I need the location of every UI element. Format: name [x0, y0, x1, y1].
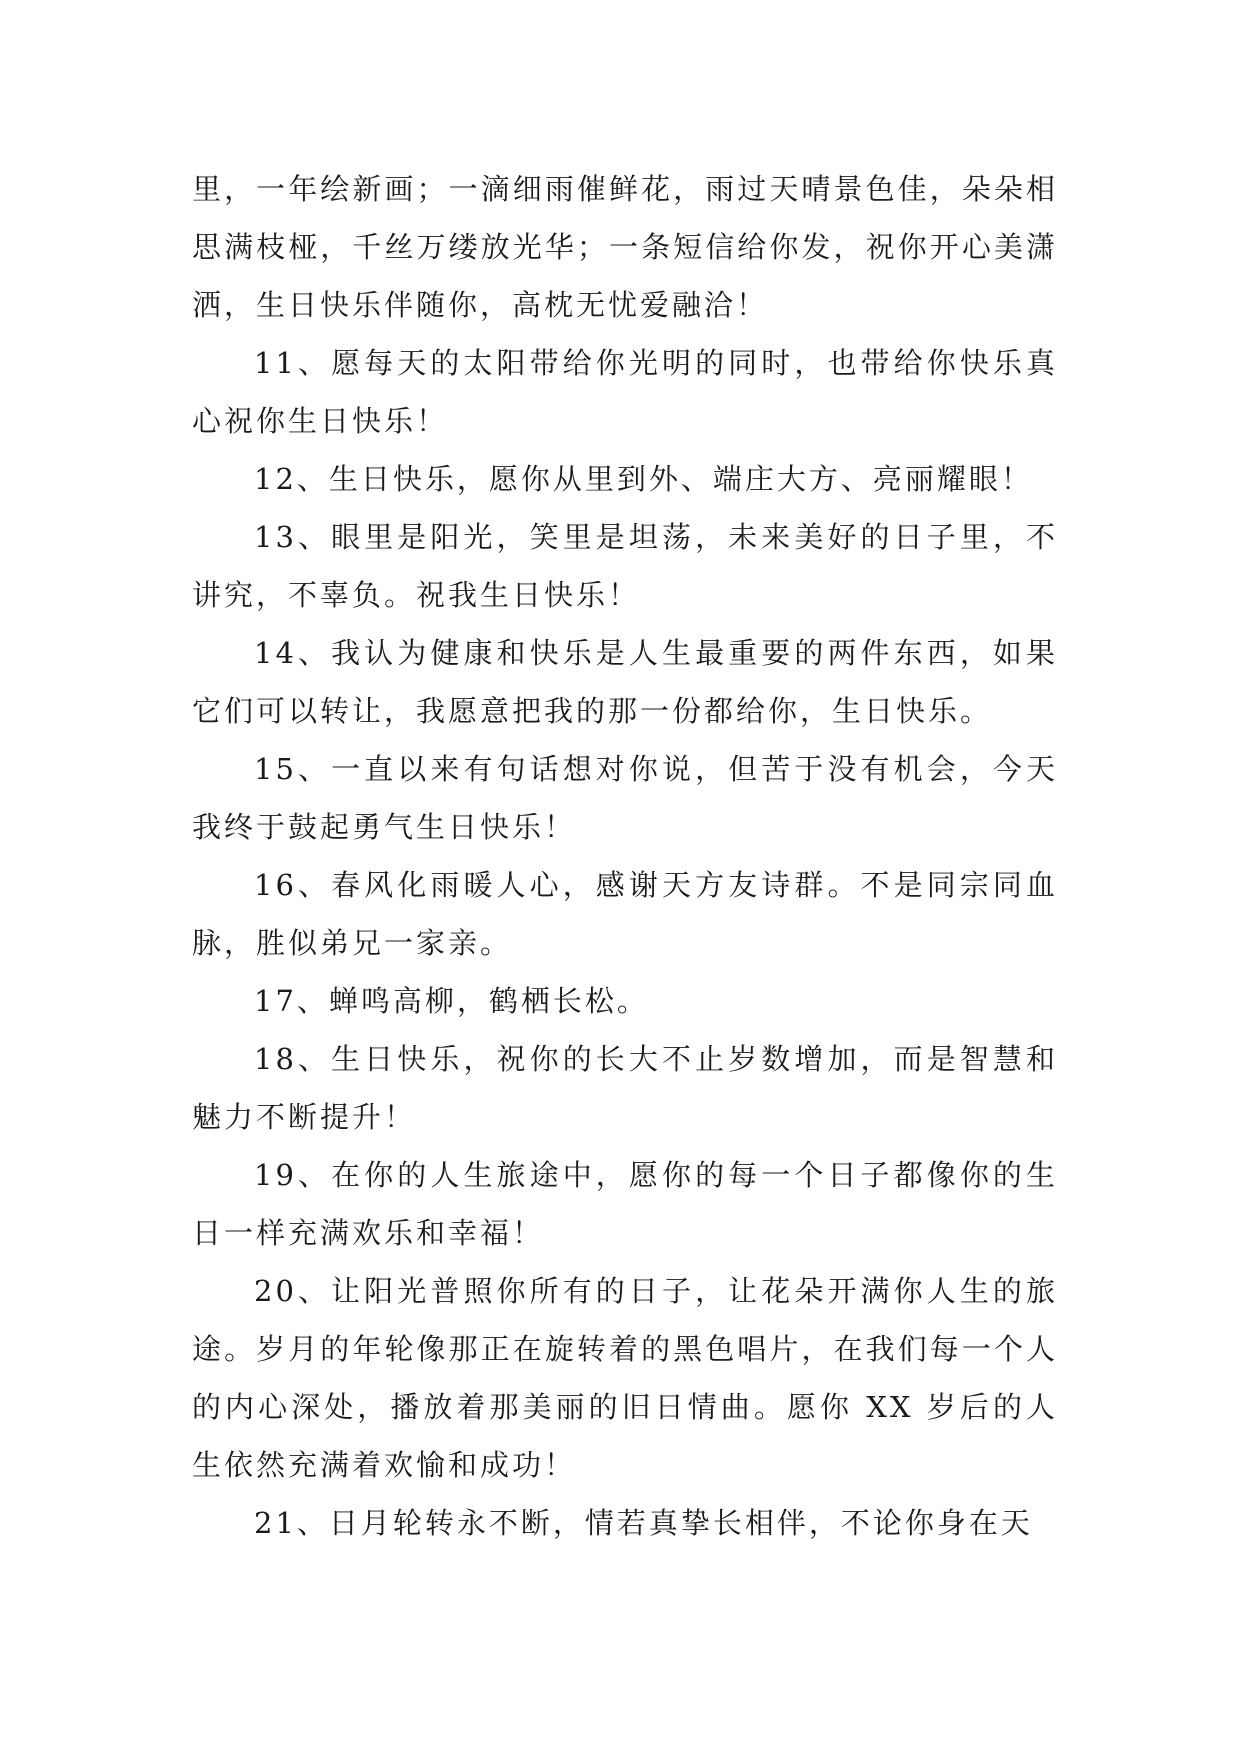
paragraph-wish-21: 21、日月轮转永不断，情若真挚长相伴，不论你身在天	[254, 1506, 1033, 1540]
paragraph-wish-14: 14、我认为健康和快乐是人生最重要的两件东西，如果它们可以转让，我愿意把我的那一份都给你，生日快乐。	[192, 636, 1058, 728]
paragraph-wish-13: 13、眼里是阳光，笑里是坦荡，未来美好的日子里，不讲究，不辜负。祝我生日快乐！	[192, 520, 1058, 612]
paragraph-wish-15: 15、一直以来有句话想对你说，但苦于没有机会，今天我终于鼓起勇气生日快乐！	[192, 752, 1058, 844]
paragraph-wish-20: 20、让阳光普照你所有的日子，让花朵开满你人生的旅途。岁月的年轮像那正在旋转着的黑色唱片，在我们每一个人的内心深处，播放着那美丽的旧日情曲。愿你 XX 岁后的人生依然充满着欢愉和成功！	[192, 1274, 1058, 1482]
paragraph-wish-16: 16、春风化雨暖人心，感谢天方友诗群。不是同宗同血脉，胜似弟兄一家亲。	[192, 868, 1058, 960]
paragraph-wish-12: 12、生日快乐，愿你从里到外、端庄大方、亮丽耀眼！	[254, 462, 1033, 496]
paragraph-wish-17: 17、蝉鸣高柳，鹤栖长松。	[254, 984, 649, 1018]
paragraph-wish-18: 18、生日快乐，祝你的长大不止岁数增加，而是智慧和魅力不断提升！	[192, 1042, 1058, 1134]
paragraph-wish-19: 19、在你的人生旅途中，愿你的每一个日子都像你的生日一样充满欢乐和幸福！	[192, 1158, 1058, 1250]
paragraph-continued: 里，一年绘新画；一滴细雨催鲜花，雨过天晴景色佳，朵朵相思满枝桠，千丝万缕放光华；一条短信给你发，祝你开心美潇洒，生日快乐伴随你，高枕无忧爱融洽！	[192, 172, 1058, 322]
paragraph-wish-11: 11、愿每天的太阳带给你光明的同时，也带给你快乐真心祝你生日快乐！	[192, 346, 1058, 438]
document-body	[192, 160, 1058, 1552]
